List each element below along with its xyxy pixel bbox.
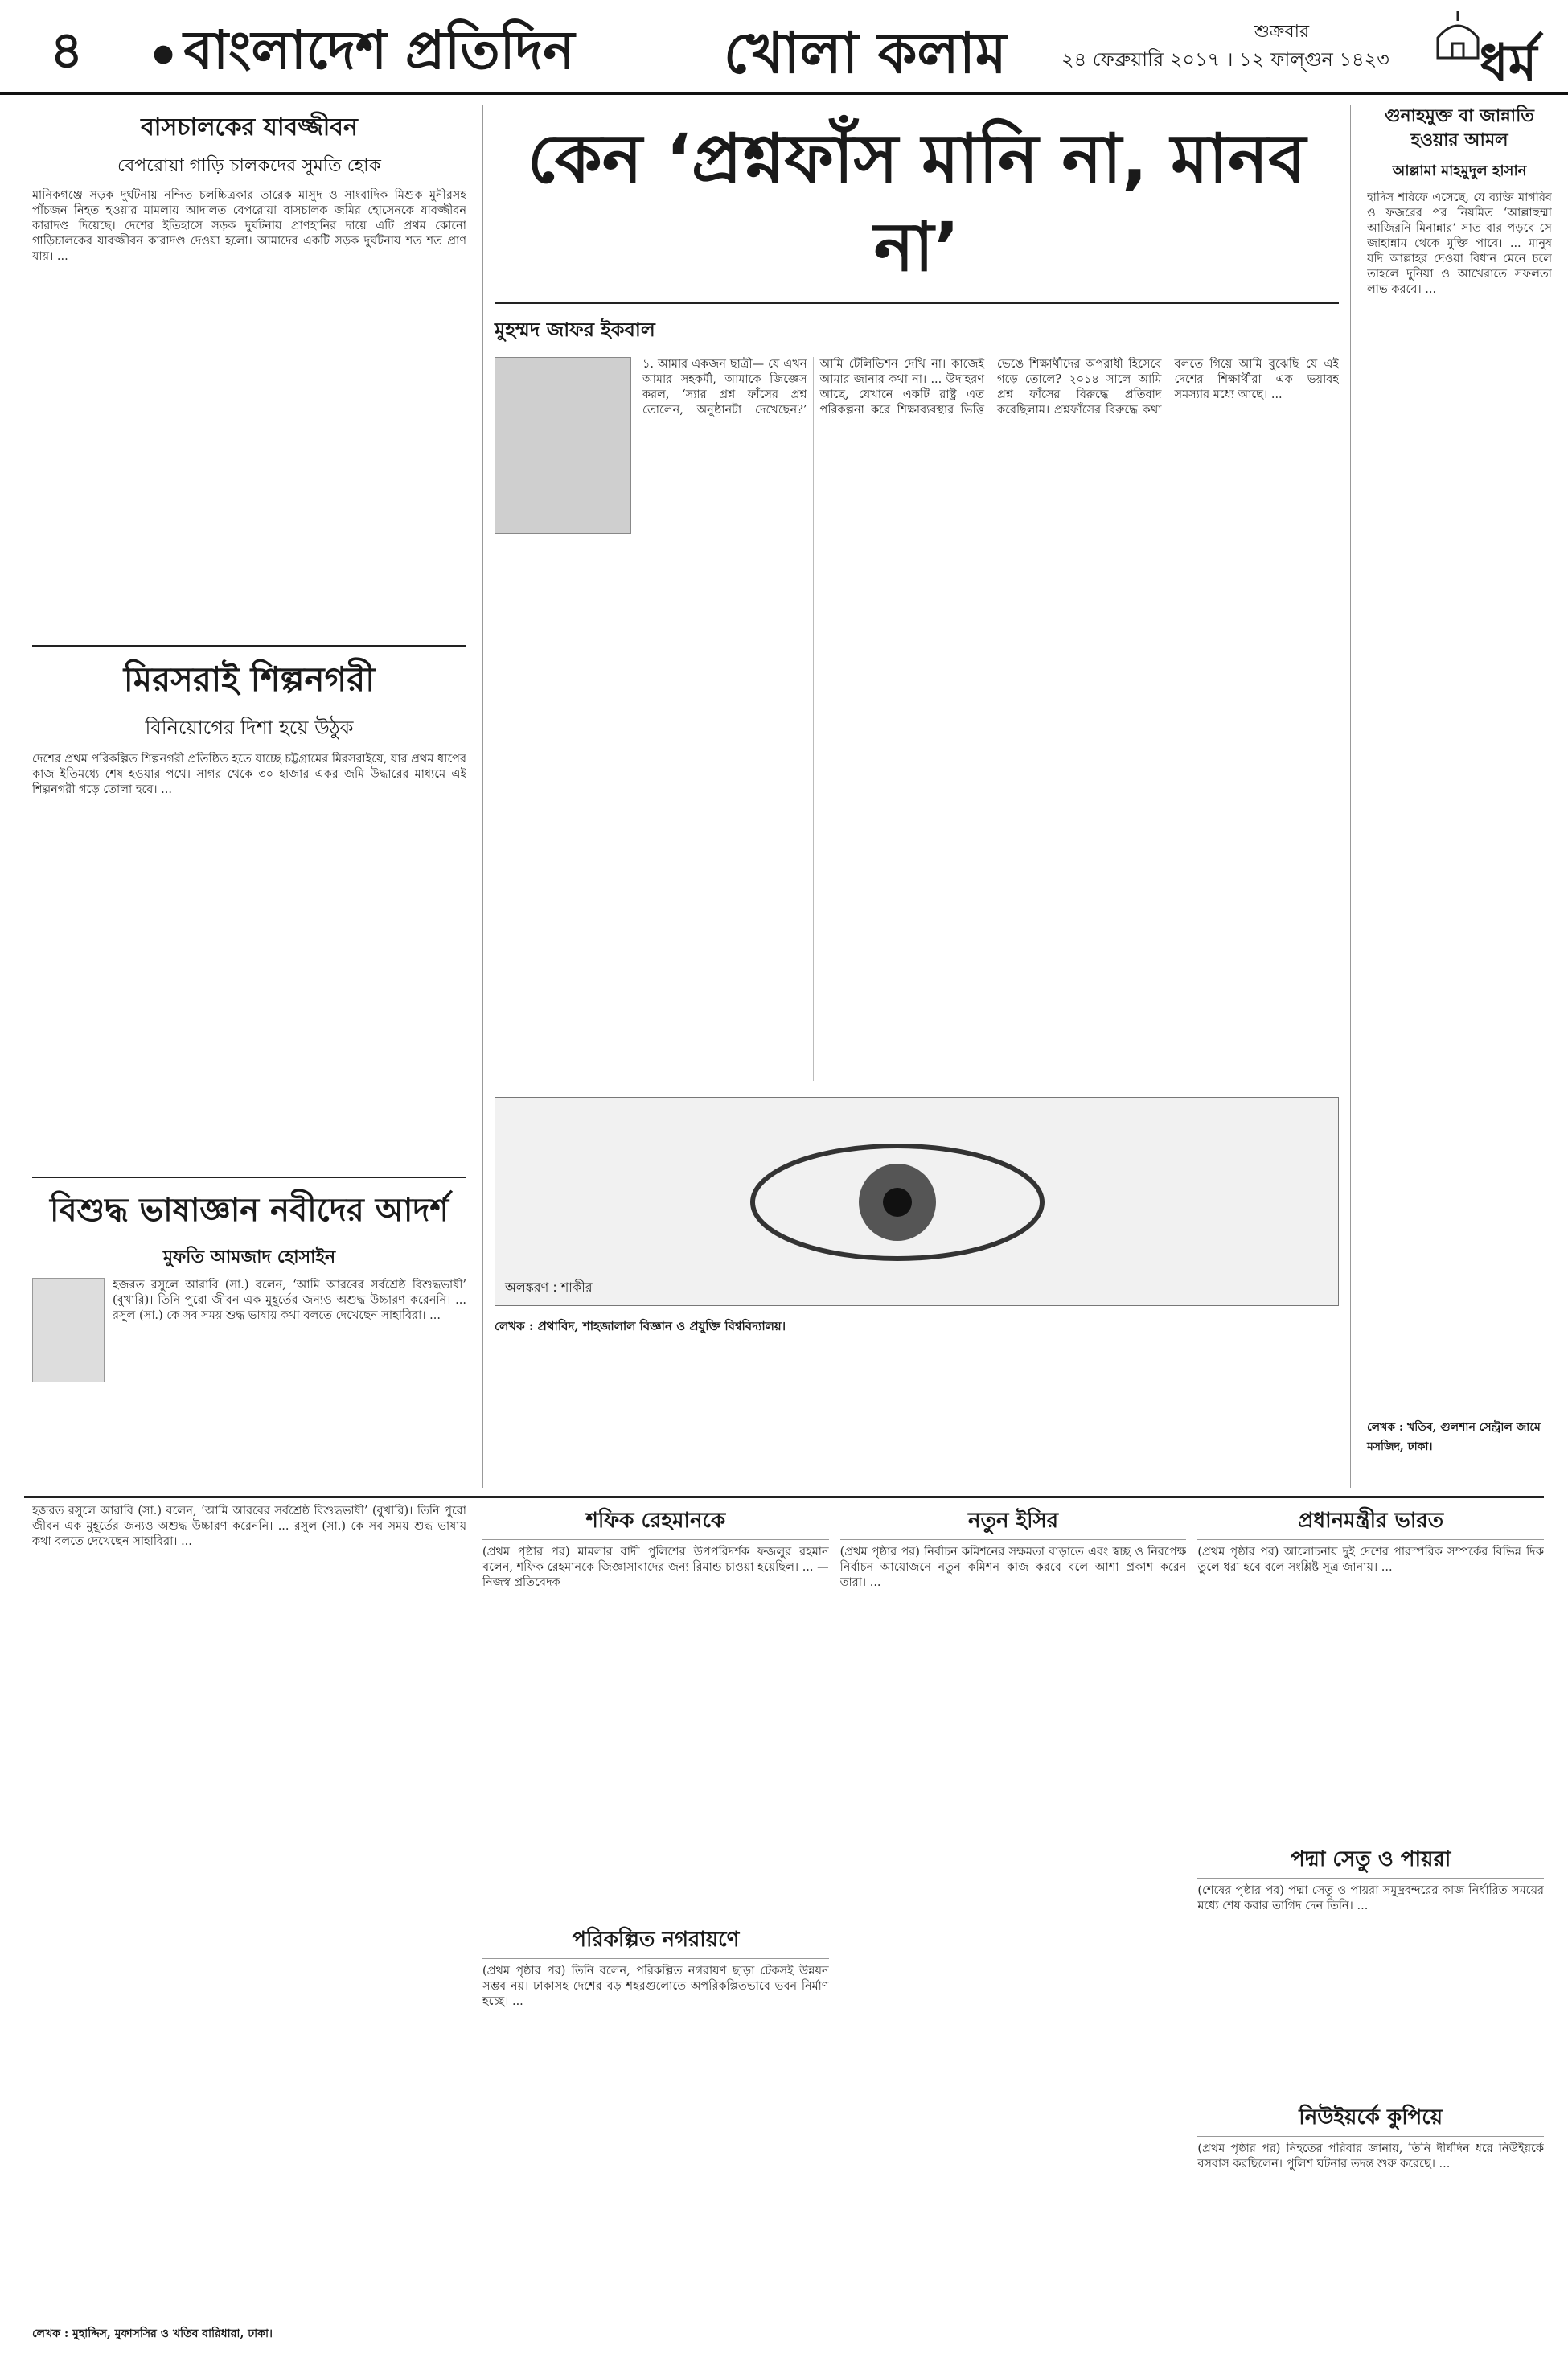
article-body: হজরত রসুলে আরাবি (সা.) বলেন, ‘আমি আরবের সর্বশ্রেষ্ঠ বিশুদ্ধভাষী’ (বুখারি)। তিনি পুরো জীবন এক মুহূর্তের জন্যও অশুদ্ধ উচ্চারণ করেননি। ... রসুল (সা.) কে সব সময় শুদ্ধ ভাষায় কথা বলতে দেখেছেন সাহাবিরা। ... <box>113 1279 466 1322</box>
page-number: ৪ <box>50 21 84 80</box>
article-body: (প্রথম পৃষ্ঠার পর) নির্বাচন কমিশনের সক্ষমতা বাড়াতে এবং স্বচ্ছ ও নিরপেক্ষ নির্বাচন আয়োজনে নতুন কমিশন কাজ করবে বলে আশা প্রকাশ করেন তারা। ... <box>839 1546 1187 1589</box>
mosque-icon <box>1430 10 1486 66</box>
article-body: (প্রথম পৃষ্ঠার পর) তিনি বলেন, পরিকল্পিত নগরায়ণ ছাড়া টেকসই উন্নয়ন সম্ভব নয়। ঢাকাসহ দেশের বড় শহরগুলোতে অপরিকল্পিতভাবে ভবন নির্মাণ হচ্ছে। ... <box>482 1965 829 2008</box>
religion-column <box>1367 105 1552 1488</box>
publish-date: ২৪ ফেব্রুয়ারি ২০১৭ । ১২ ফাল্গুন ১৪২৩ <box>1061 48 1389 71</box>
article-title: মিরসরাই শিল্পনগরী <box>123 659 376 699</box>
article-body: (শেষের পৃষ্ঠার পর) পদ্মা সেতু ও পায়রা সমুদ্রবন্দরের কাজ নির্ধারিত সময়ের মধ্যে শেষ করার তাগিদ দেন তিনি। ... <box>1197 1884 1544 1912</box>
continued-article <box>482 1504 829 2356</box>
headline: কেন ‘প্রশ্নফাঁস মানি না, মানব না’ <box>527 119 1307 286</box>
article-body: হাদিস শরিফে এসেছে, যে ব্যক্তি মাগরিব ও ফজরের পর নিয়মিত ‘আল্লাহুম্মা আজিরনি মিনান্নার’ সাত বার পড়বে সে জাহান্নাম থেকে মুক্তি পাবে। ... মানুষ যদি আল্লাহর দেওয়া বিধান মেনে চলে তাহলে দুনিয়া ও আখেরাতে সফলতা লাভ করবে। ... <box>1367 191 1552 296</box>
article-body: ১. আমার একজন ছাত্রী— যে এখন আমার সহকর্মী, আমাকে জিজ্ঞেস করল, ‘স্যার প্রশ্ন ফাঁসের প্রশ্ন তোলেন, অনুষ্ঠানটা দেখেছেন?’ আমি টেলিভিশন দেখি না। কাজেই আমার জানার কথা না। ... উদাহরণ আছে, যেখানে একটি রাষ্ট্র এত পরিকল্পনা করে শিক্ষাব্যবস্থার ভিত্তি ভেঙে শিক্ষার্থীদের অপরাধী হিসেবে গড়ে তোলে? ২০১৪ সালে আমি প্রশ্ন ফাঁসের বিরুদ্ধে প্রতিবাদ করেছিলাম। প্রশ্নফাঁসের বিরুদ্ধে কথা বলতে গিয়ে আমি বুঝেছি যে এই দেশের শিক্ষার্থীরা এক ভয়াবহ সমস্যার মধ্যে আছে। ... <box>642 358 1339 417</box>
author-note: লেখক : খতিব, গুলশান সেন্ট্রাল জামে মসজিদ, ঢাকা। <box>1367 1421 1541 1453</box>
author-photo <box>495 357 631 534</box>
lower-articles <box>482 1504 1544 2356</box>
article-title: পরিকল্পিত নগরায়ণে <box>482 1923 829 1959</box>
author-note: লেখক : প্রথাবিদ, শাহজালাল বিজ্ঞান ও প্রযুক্তি বিশ্ববিদ্যালয়। <box>495 1319 786 1333</box>
continued-article <box>1197 1504 1544 2356</box>
article-title: বাসচালকের যাবজ্জীবন <box>141 113 358 142</box>
left-column <box>32 105 466 1488</box>
article-title: নিউইয়র্কে কুপিয়ে <box>1197 2101 1544 2137</box>
illustration <box>495 1097 1339 1306</box>
newspaper-name <box>153 10 575 98</box>
article-title: বিশুদ্ধ ভাষাজ্ঞান নবীদের আদর্শ <box>49 1192 449 1229</box>
article-subtitle: বেপরোয়া গাড়ি চালকদের সুমতি হোক <box>117 156 381 176</box>
article-body: (প্রথম পৃষ্ঠার পর) আলোচনায় দুই দেশের পারস্পরিক সম্পর্কের বিভিন্ন দিক তুলে ধরা হবে বলে সংশ্লিষ্ট সূত্র জানায়। ... <box>1197 1546 1544 1574</box>
article-body: (প্রথম পৃষ্ঠার পর) মামলার বাদী পুলিশের উপপরিদর্শক ফজলুর রহমান বলেন, শফিক রেহমানকে জিজ্ঞাসাবাদের জন্য রিমান্ড চাওয়া হয়েছিল। ... —নিজস্ব প্রতিবেদক <box>482 1546 829 1589</box>
article-body: মানিকগঞ্জে সড়ক দুর্ঘটনায় নন্দিত চলচ্চিত্রকার তারেক মাসুদ ও সাংবাদিক মিশুক মুনীরসহ পাঁচজন নিহত হওয়ার মামলায় আদালত বেপরোয়া বাসচালক জমির হোসেনকে যাবজ্জীবন কারাদণ্ড দিয়েছে। দেশের ইতিহাসে সড়ক দুর্ঘটনায় প্রাণহানির দায়ে এটি প্রথম কোনো গাড়িচালকের যাবজ্জীবন কারাদণ্ড দেওয়া হলো। আমাদের একটি সড়ক দুর্ঘটনায় শত শত প্রাণ যায়। ... <box>32 189 466 263</box>
article-title: প্রধানমন্ত্রীর ভারত <box>1197 1504 1544 1540</box>
article-title: গুনাহমুক্ত বা জান্নাতি হওয়ার আমল <box>1385 106 1534 150</box>
religion-section-title: ধর্ম <box>1480 34 1537 93</box>
illustration-credit: অলঙ্করণ : শাকীর <box>505 1279 593 1295</box>
article-subtitle: বিনিয়োগের দিশা হয়ে উঠুক <box>145 717 354 739</box>
page-header <box>0 0 1568 95</box>
article-body: হজরত রসুলে আরাবি (সা.) বলেন, ‘আমি আরবের সর্বশ্রেষ্ঠ বিশুদ্ধভাষী’ (বুখারি)। তিনি পুরো জীবন এক মুহূর্তের জন্যও অশুদ্ধ উচ্চারণ করেননি। ... রসুল (সা.) কে সব সময় শুদ্ধ ভাষায় কথা বলতে দেখেছেন সাহাবিরা। ... <box>32 1505 466 1548</box>
continued-article <box>840 1504 1187 2356</box>
section-title: খোলা কলাম <box>724 20 1007 86</box>
article-author: আল্লামা মাহমুদুল হাসান <box>1392 162 1527 179</box>
eye-icon <box>737 1122 1058 1283</box>
left-article-continued <box>32 1504 466 2356</box>
bullet-icon: ● <box>153 39 174 68</box>
article-author: মুহম্মদ জাফর ইকবাল <box>495 318 655 341</box>
newspaper-title: বাংলাদেশ প্রতিদিন <box>183 19 575 81</box>
lead-article <box>482 105 1351 1488</box>
weekday: শুক্রবার <box>1254 22 1310 42</box>
article-author: মুফতি আমজাদ হোসাইন <box>162 1247 336 1267</box>
article-body: দেশের প্রথম পরিকল্পিত শিল্পনগরী প্রতিষ্ঠিত হতে যাচ্ছে চট্টগ্রামের মিরসরাইয়ে, যার প্রথম ধাপের কাজ ইতিমধ্যে শেষ হওয়ার পথে। সাগর থেকে ৩০ হাজার একর জমি উদ্ধারের মাধ্যমে এই শিল্পনগরী গড়ে তোলা হবে। ... <box>32 753 466 796</box>
article-body: (প্রথম পৃষ্ঠার পর) নিহতের পরিবার জানায়, তিনি দীর্ঘদিন ধরে নিউইয়র্কে বসবাস করছিলেন। পুলিশ ঘটনার তদন্ত শুরু করেছে। ... <box>1197 2142 1544 2171</box>
article-title: শফিক রেহমানকে <box>482 1504 829 1540</box>
author-note: লেখক : মুহাদ্দিস, মুফাসসির ও খতিব বারিধারা, ঢাকা। <box>32 2327 273 2340</box>
article-title: পদ্মা সেতু ও পায়রা <box>1197 1842 1544 1879</box>
article-title: নতুন ইসির <box>840 1504 1187 1540</box>
author-photo <box>32 1278 105 1382</box>
